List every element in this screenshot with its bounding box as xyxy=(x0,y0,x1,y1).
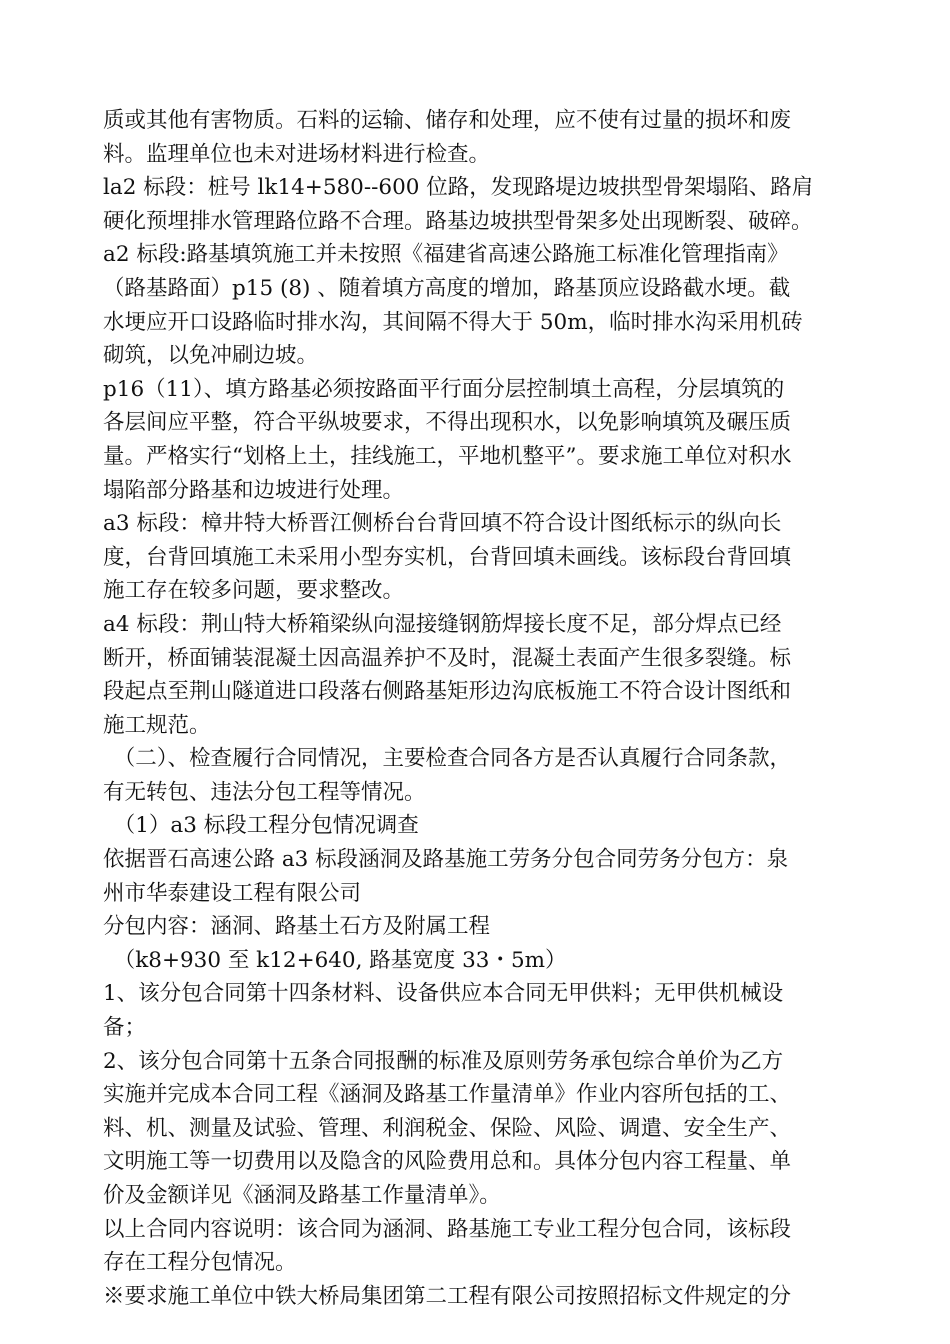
text-line: a2 标段:路基填筑施工并未按照《福建省高速公路施工标准化管理指南》 xyxy=(103,242,789,268)
text-line: 质或其他有害物质。石料的运输、储存和处理，应不使有过量的损坏和废 xyxy=(103,108,792,133)
text-line: 文明施工等一切费用以及隐含的风险费用总和。具体分包内容工程量、单 xyxy=(103,1149,792,1175)
text-line: 塌陷部分路基和边坡进行处理。 xyxy=(103,477,405,503)
text-line: 段起点至荆山隧道进口段落右侧路基矩形边沟底板施工不符合设计图纸和 xyxy=(103,679,792,705)
text-line: 州市华泰建设工程有限公司 xyxy=(103,880,362,906)
text-line: ※要求施工单位中铁大桥局集团第二工程有限公司按照招标文件规定的分 xyxy=(103,1283,792,1309)
text-line: 砌筑，以免冲刷边坡。 xyxy=(103,343,319,369)
text-line: 1、该分包合同第十四条材料、设备供应本合同无甲供料；无甲供机械设 xyxy=(103,981,784,1007)
text-line: 实施并完成本合同工程《涵洞及路基工作量清单》作业内容所包括的工、 xyxy=(103,1082,792,1108)
text-line: 以上合同内容说明：该合同为涵洞、路基施工专业工程分包合同，该标段 xyxy=(103,1216,792,1242)
text-line: （二）、检查履行合同情况，主要检查合同各方是否认真履行合同条款， xyxy=(103,746,792,772)
text-line: 施工规范。 xyxy=(103,712,211,738)
text-line: 2、该分包合同第十五条合同报酬的标准及原则劳务承包综合单价为乙方 xyxy=(103,1048,784,1074)
text-line: 量。严格实行“划格上土，挂线施工，平地机整平”。要求施工单位对积水 xyxy=(103,443,792,469)
text-line: a3 标段：樟井特大桥晋江侧桥台台背回填不符合设计图纸标示的纵向长 xyxy=(103,511,782,537)
text-line: 水埂应开口设路临时排水沟，其间隔不得大于 50m，临时排水沟采用机砖 xyxy=(103,309,803,335)
text-line: p16（11）、填方路基必须按路面平行面分层控制填土高程，分层填筑的 xyxy=(103,376,785,402)
text-line: la2 标段：桩号 lk14+580--600 位路，发现路堤边坡拱型骨架塌陷、路肩 xyxy=(103,175,814,201)
text-line: 价及金额详见《涵洞及路基工作量清单》。 xyxy=(103,1183,501,1208)
text-line: a4 标段：荆山特大桥箱梁纵向湿接缝钢筋焊接长度不足，部分焊点已经 xyxy=(103,611,782,637)
text-line: 硬化预埋排水管理路位路不合理。路基边坡拱型骨架多处出现断裂、破碎。 xyxy=(103,208,813,234)
text-line: 分包内容：涵洞、路基土石方及附属工程 xyxy=(103,914,491,940)
text-line: 备； xyxy=(103,1015,147,1041)
text-line: 料、机、测量及试验、管理、利润税金、保险、风险、调遣、安全生产、 xyxy=(103,1115,792,1141)
text-line: 各层间应平整，符合平纵坡要求，不得出现积水，以免影响填筑及碾压质 xyxy=(103,410,792,436)
text-line: 度，台背回填施工未采用小型夯实机，台背回填未画线。该标段台背回填 xyxy=(103,544,792,570)
text-line: （路基路面）p15 (8) 、随着填方高度的增加，路基顶应设路截水埂。截 xyxy=(103,275,791,301)
text-line: （1）a3 标段工程分包情况调查 xyxy=(103,813,419,839)
text-line: 断开，桥面铺装混凝土因高温养护不及时，混凝土表面产生很多裂缝。标 xyxy=(103,645,792,671)
text-line: 料。监理单位也未对进场材料进行检查。 xyxy=(103,141,491,167)
text-line: 施工存在较多问题，要求整改。 xyxy=(103,578,405,604)
text-line: 有无转包、违法分包工程等情况。 xyxy=(103,779,426,805)
document-body xyxy=(103,104,863,1313)
text-line: 依据晋石高速公路 a3 标段涵洞及路基施工劳务分包合同劳务分包方：泉 xyxy=(103,847,789,873)
text-line: （k8+930 至 k12+640, 路基宽度 33・5m） xyxy=(103,947,567,973)
text-line: 存在工程分包情况。 xyxy=(103,1250,297,1276)
